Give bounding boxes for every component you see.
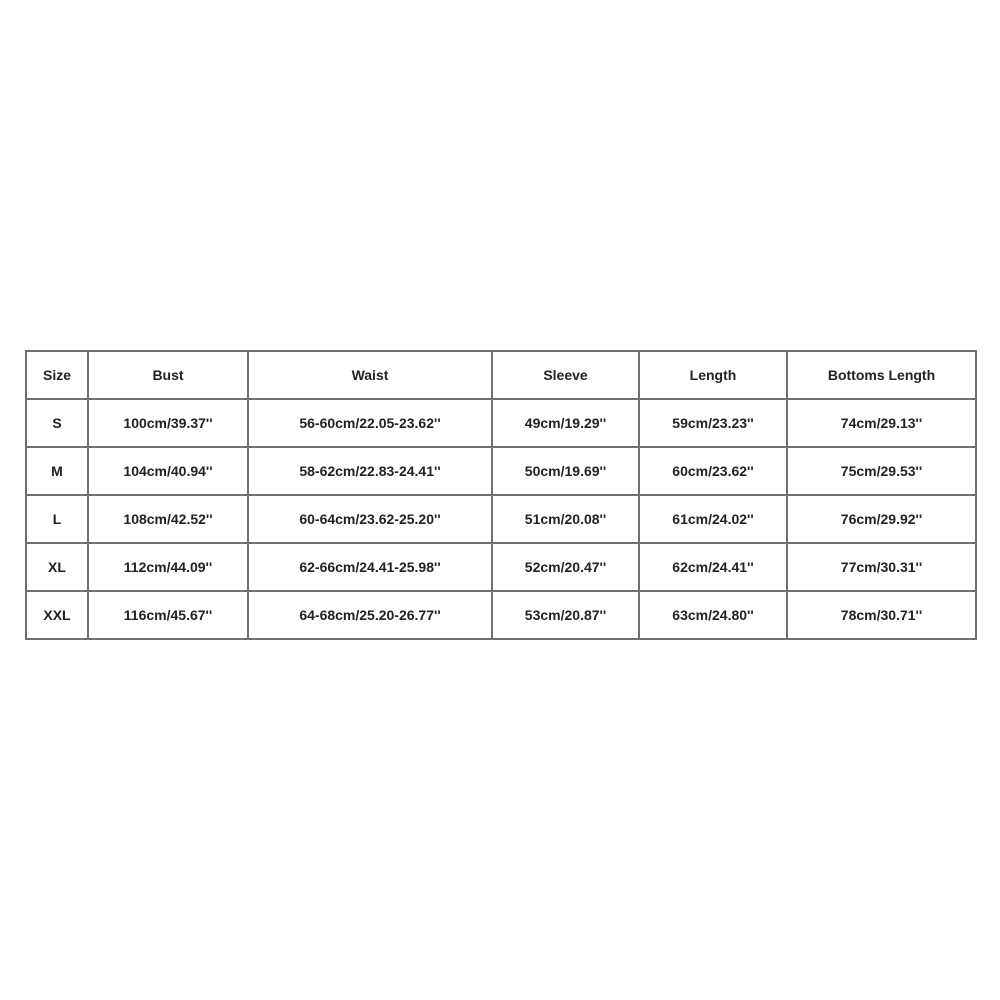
cell-size: XXL (26, 591, 88, 639)
cell-size: M (26, 447, 88, 495)
col-header-length: Length (639, 351, 787, 399)
cell-size: L (26, 495, 88, 543)
cell-bust: 108cm/42.52'' (88, 495, 248, 543)
table-row (26, 495, 976, 543)
col-header-bottoms-length: Bottoms Length (787, 351, 976, 399)
cell-length: 62cm/24.41'' (639, 543, 787, 591)
cell-waist: 56-60cm/22.05-23.62'' (248, 399, 492, 447)
cell-length: 63cm/24.80'' (639, 591, 787, 639)
col-header-sleeve: Sleeve (492, 351, 639, 399)
cell-bottoms-length: 75cm/29.53'' (787, 447, 976, 495)
cell-waist: 62-66cm/24.41-25.98'' (248, 543, 492, 591)
cell-length: 60cm/23.62'' (639, 447, 787, 495)
cell-bottoms-length: 78cm/30.71'' (787, 591, 976, 639)
cell-bust: 112cm/44.09'' (88, 543, 248, 591)
cell-sleeve: 50cm/19.69'' (492, 447, 639, 495)
cell-bust: 100cm/39.37'' (88, 399, 248, 447)
cell-waist: 58-62cm/22.83-24.41'' (248, 447, 492, 495)
cell-bottoms-length: 76cm/29.92'' (787, 495, 976, 543)
cell-waist: 60-64cm/23.62-25.20'' (248, 495, 492, 543)
table-row (26, 447, 976, 495)
col-header-bust: Bust (88, 351, 248, 399)
cell-bottoms-length: 77cm/30.31'' (787, 543, 976, 591)
cell-bust: 104cm/40.94'' (88, 447, 248, 495)
cell-sleeve: 53cm/20.87'' (492, 591, 639, 639)
cell-sleeve: 49cm/19.29'' (492, 399, 639, 447)
table-row (26, 591, 976, 639)
cell-waist: 64-68cm/25.20-26.77'' (248, 591, 492, 639)
col-header-size: Size (26, 351, 88, 399)
header-row (26, 351, 976, 399)
cell-size: S (26, 399, 88, 447)
cell-sleeve: 52cm/20.47'' (492, 543, 639, 591)
cell-length: 59cm/23.23'' (639, 399, 787, 447)
cell-bust: 116cm/45.67'' (88, 591, 248, 639)
cell-bottoms-length: 74cm/29.13'' (787, 399, 976, 447)
size-chart-table (25, 350, 977, 640)
col-header-waist: Waist (248, 351, 492, 399)
cell-length: 61cm/24.02'' (639, 495, 787, 543)
table-row (26, 543, 976, 591)
cell-sleeve: 51cm/20.08'' (492, 495, 639, 543)
cell-size: XL (26, 543, 88, 591)
table-row (26, 399, 976, 447)
